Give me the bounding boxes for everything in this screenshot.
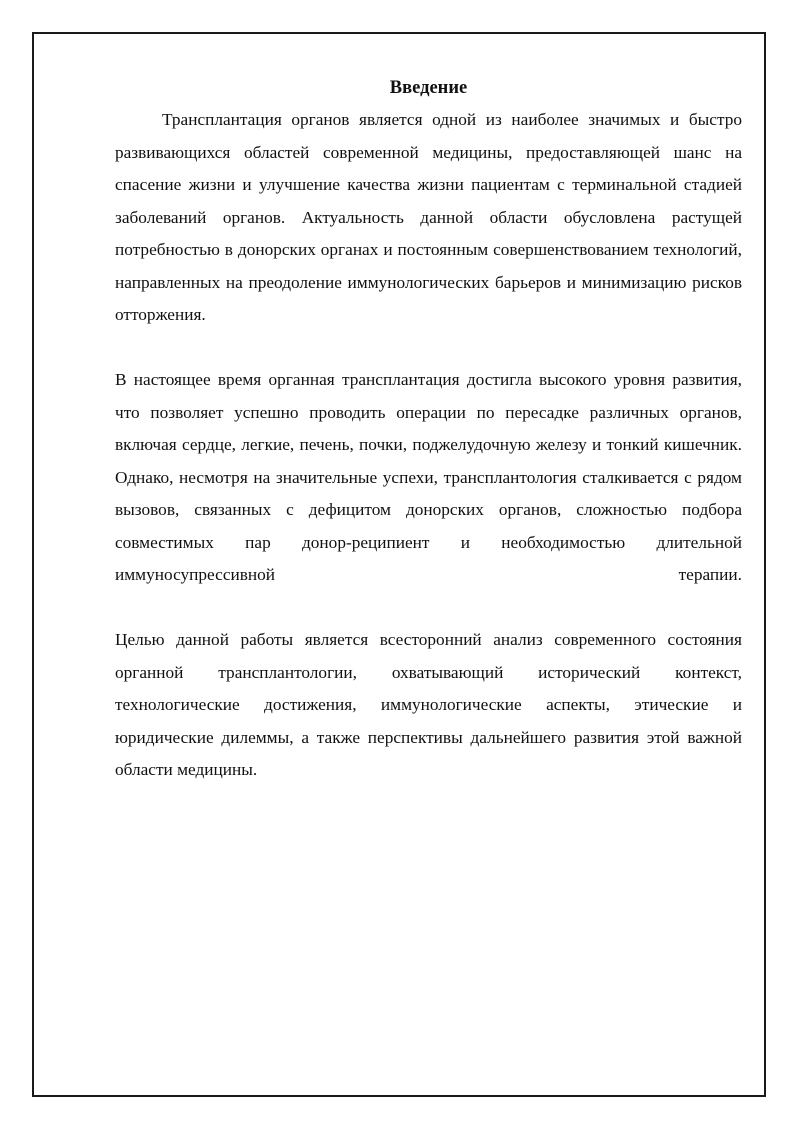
paragraph-spacer <box>115 592 742 625</box>
paragraph-1: Трансплантация органов является одной из наиболее значимых и быстро развивающихся областей современной медицины, предоставляющей шанс на спасение жизни и улучшение качества жизни пациентам с терминальной стадией заболеваний органов. Актуальность данной области обусловлена растущей потребностью в донорских органах и постоянным совершенствованием технологий, направленных на преодоление иммунологических барьеров и минимизацию рисков отторжения. <box>115 110 742 324</box>
paragraph-3: Целью данной работы является всесторонний анализ современного состояния органной трансплантологии, охватывающий исторический контекст, технологические достижения, иммунологические аспекты, этические и юридические дилеммы, а также перспективы дальнейшего развития этой важной области медицины. <box>115 630 742 779</box>
document-body <box>115 72 742 787</box>
document-title: Введение <box>389 78 468 98</box>
paragraph-2: В настоящее время органная трансплантация достигла высокого уровня развития, что позволяет успешно проводить операции по пересадке различных органов, включая сердце, легкие, печень, почки, поджелудочную железу и тонкий кишечник. Однако, несмотря на значительные успехи, трансплантология сталкивается с рядом вызовов, связанных с дефицитом донорских органов, сложностью подбора совместимых пар донор-реципиент и необходимостью длительной иммуносупрессивной терапии. <box>115 370 742 584</box>
paragraph-spacer <box>115 332 742 365</box>
